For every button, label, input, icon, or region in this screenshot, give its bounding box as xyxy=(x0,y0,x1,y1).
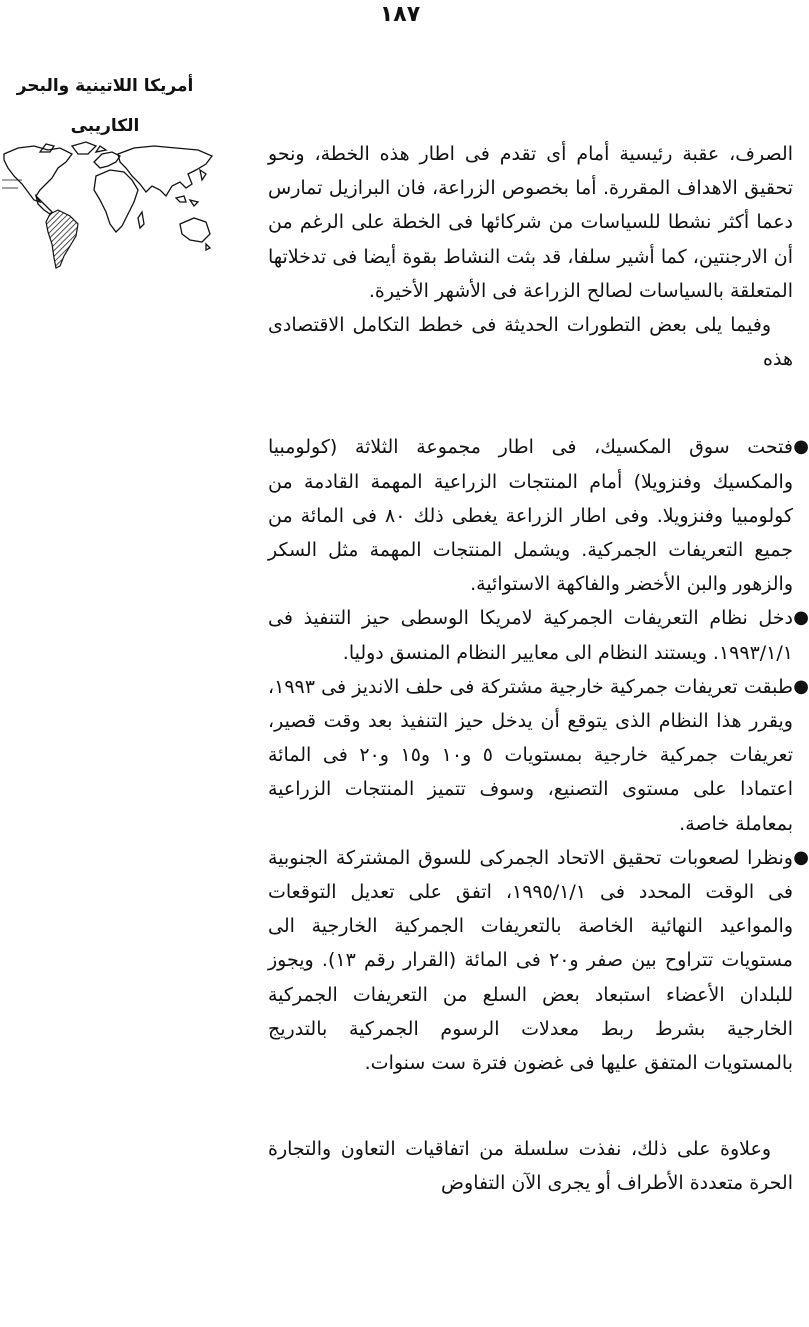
list-item xyxy=(268,430,809,601)
section-title-line-1: أمريكا اللاتينية والبحر xyxy=(16,76,194,96)
developments-list xyxy=(268,430,809,1080)
article-body xyxy=(268,137,809,1201)
list-item xyxy=(268,841,809,1080)
list-item-text: طبقت تعريفات جمركية خارجية مشتركة فى حلف الانديز فى ١٩٩٣، ويقرر هذا النظام الذى يتوقع أن يدخل حيز التنفيذ بعد وقت قصير، تعريفات جمركية خارجية بمستويات ٥ و١٠ و١٥ و٢٠ فى المائة اعتمادا على مستوى التصنيع، وسوف تتميز المنتجات الزراعية بمعاملة خاصة. xyxy=(268,675,794,835)
bullet-icon: ● xyxy=(793,607,809,629)
world-map-icon xyxy=(0,140,215,270)
bullet-icon: ● xyxy=(793,436,809,458)
list-item xyxy=(268,670,809,841)
section-title-line-2: الكاريبى xyxy=(70,116,140,136)
list-item xyxy=(268,601,809,669)
list-item-text: ونظرا لصعوبات تحقيق الاتحاد الجمركى للسوق المشتركة الجنوبية فى الوقت المحدد فى ١٩٩٥/١/١، اتفق على تعديل التوقعات والمواعيد النهائية الخاصة بالتعريفات الجمركية الخارجية الى مستويات تتراوح بين صفر و٢٠ فى المائة (القرار رقم ١٣). ويجوز للبلدان الأعضاء استبعاد بعض السلع من التعريفات الجمركية الخارجية بشرط ربط معدلات الرسوم الجمركية بالتدريج بالمستويات المتفق عليها فى غضون فترة ست سنوات. xyxy=(268,846,793,1075)
intro-paragraph: الصرف، عقبة رئيسية أمام أى تقدم فى اطار هذه الخطة، ونحو تحقيق الاهداف المقررة. أما بخصوص الزراعة، فان البرازيل تمارس دعما أكثر نشطا للسياسات من شركائها فى الخطة على الرغم من أن الارجنتين، كما أشير سلفا، قد بثت النشاط بقوة أيضا فى تدخلاتها المتعلقة بالسياسات لصالح الزراعة فى الأشهر الأخيرة. xyxy=(268,143,793,302)
spacer xyxy=(268,376,793,430)
closing-paragraph: وعلاوة على ذلك، نفذت سلسلة من اتفاقيات التعاون والتجارة الحرة متعددة الأطراف أو يجرى الآن التفاوض xyxy=(268,1138,793,1195)
spacer xyxy=(268,1080,793,1132)
lead-in-paragraph: وفيما يلى بعض التطورات الحديثة فى خطط التكامل الاقتصادى هذه xyxy=(268,314,793,371)
section-title xyxy=(0,66,210,146)
list-item-text: دخل نظام التعريفات الجمركية لامريكا الوسطى حيز التنفيذ فى ١٩٩٣/١/١. ويستند النظام الى معايير النظام المنسق دوليا. xyxy=(268,607,793,664)
list-item-text: فتحت سوق المكسيك، فى اطار مجموعة الثلاثة (كولومبيا والمكسيك وفنزويلا) أمام المنتجات الزراعية المهمة القادمة من كولومبيا وفنزويلا. وفى اطار الزراعة يغطى ذلك ٨٠ فى المائة من جميع التعريفات الجمركية. ويشمل المنتجات المهمة مثل السكر والزهور والبن الأخضر والفاكهة الاستوائية. xyxy=(268,436,793,596)
page-number: ١٨٧ xyxy=(379,2,421,27)
bullet-icon: ● xyxy=(793,846,809,868)
bullet-icon: ● xyxy=(793,675,809,697)
